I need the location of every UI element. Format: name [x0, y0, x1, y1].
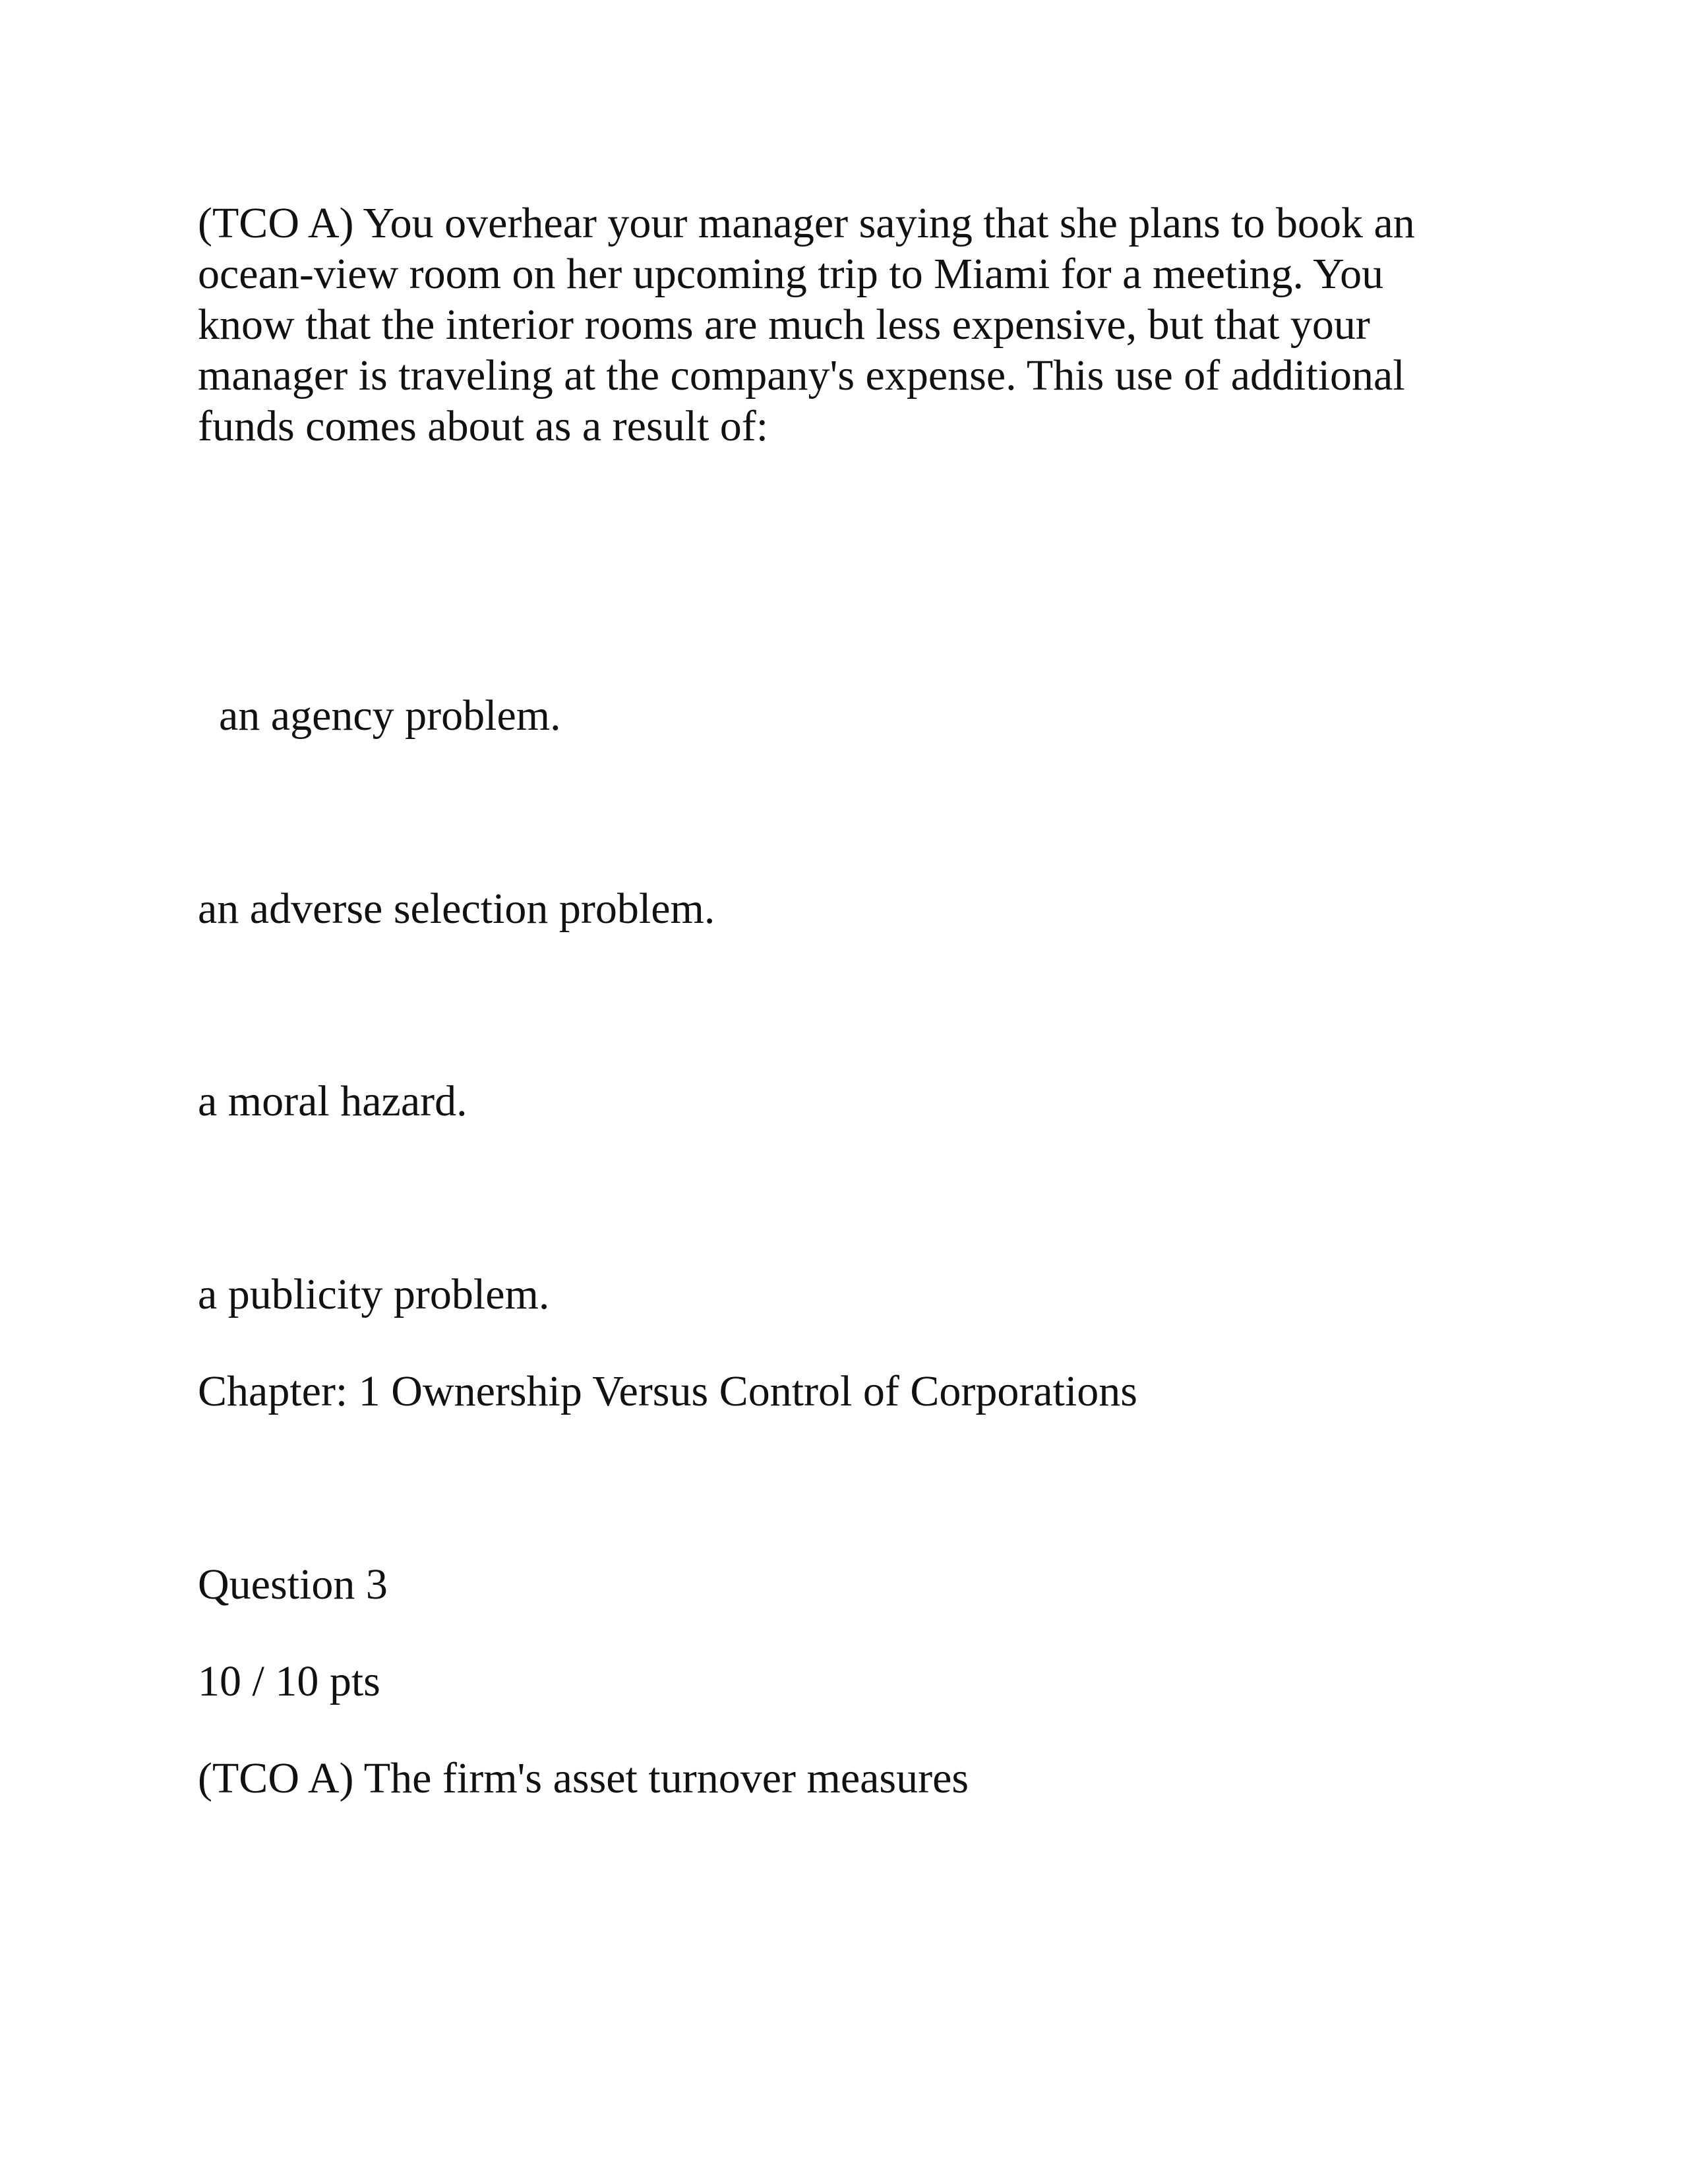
question-line: ocean-view room on her upcoming trip to Miami for a meeting. You [198, 250, 1384, 298]
question-number: Question 3 [198, 1560, 388, 1608]
question-line: funds comes about as a result of: [198, 402, 769, 450]
answer-option-moral-hazard: a moral hazard. [198, 1077, 467, 1125]
question-text [198, 198, 1523, 452]
question-line: know that the interior rooms are much less expensive, but that your [198, 301, 1370, 349]
question-line: manager is traveling at the company's expense. This use of additional [198, 351, 1405, 399]
question-score: 10 / 10 pts [198, 1657, 380, 1705]
answer-option-publicity: a publicity problem. [198, 1270, 550, 1318]
question-line: (TCO A) You overhear your manager saying that she plans to book an [198, 199, 1415, 247]
answer-option-agency: an agency problem. [219, 692, 561, 740]
answer-option-adverse-selection: an adverse selection problem. [198, 885, 715, 933]
chapter-label: Chapter: 1 Ownership Versus Control of Corporations [198, 1367, 1137, 1415]
question-text-next: (TCO A) The firm's asset turnover measures [198, 1754, 969, 1802]
